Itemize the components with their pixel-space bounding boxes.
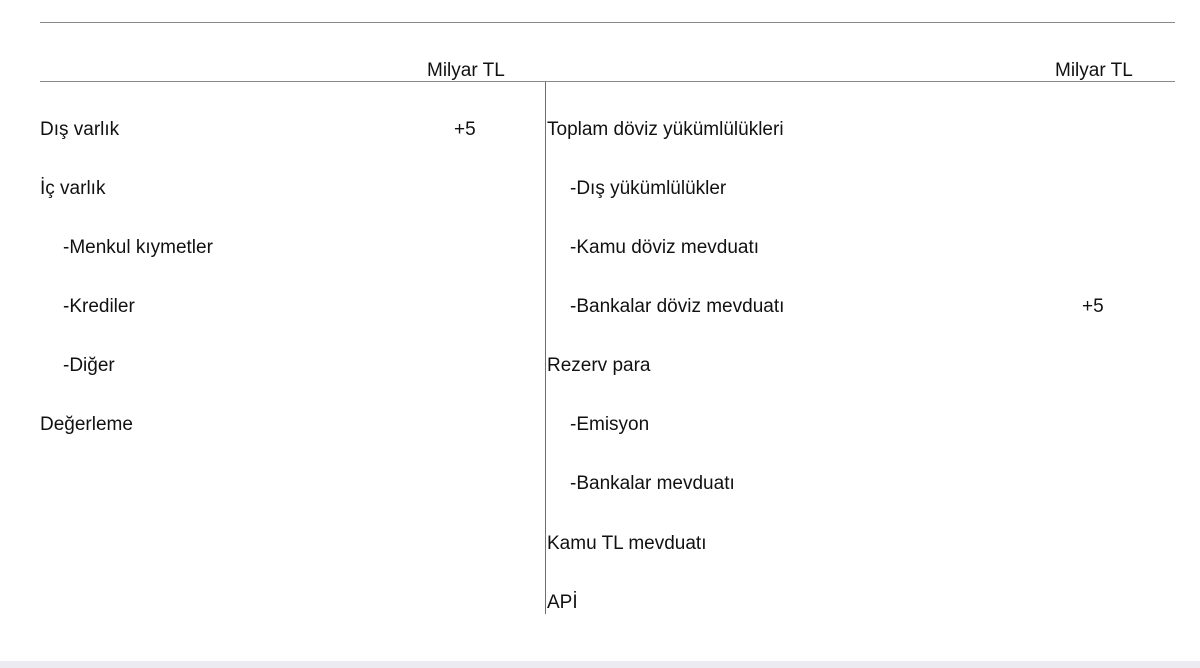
asset-label-ic-varlik: İç varlık xyxy=(40,178,106,199)
asset-label-diger: -Diğer xyxy=(63,355,115,376)
liability-label-api: APİ xyxy=(547,592,578,613)
liability-label-kamu-tl-mevduati: Kamu TL mevduatı xyxy=(547,533,707,554)
asset-label-krediler: -Krediler xyxy=(63,296,135,317)
liability-label-kamu-doviz-mevduati: -Kamu döviz mevduatı xyxy=(570,237,760,258)
liability-label-bankalar-doviz-mevduati: -Bankalar döviz mevduatı xyxy=(570,296,785,317)
table-top-rule xyxy=(40,22,1175,23)
liability-label-rezerv-para: Rezerv para xyxy=(547,355,651,376)
liabilities-unit-header: Milyar TL xyxy=(1055,60,1133,81)
column-divider xyxy=(545,82,546,614)
liability-label-dis-yukumlulukler: -Dış yükümlülükler xyxy=(570,178,727,199)
asset-label-dis-varlik: Dış varlık xyxy=(40,119,120,140)
bottom-band xyxy=(0,661,1200,668)
asset-value-dis-varlik: +5 xyxy=(454,119,476,140)
asset-label-menkul-kiymetler: -Menkul kıymetler xyxy=(63,237,213,258)
liability-label-toplam-doviz: Toplam döviz yükümlülükleri xyxy=(547,119,784,140)
assets-unit-header: Milyar TL xyxy=(427,60,505,81)
asset-label-degerleme: Değerleme xyxy=(40,414,133,435)
table-header-rule xyxy=(40,81,1175,82)
liability-value-bankalar-doviz-mevduati: +5 xyxy=(1082,296,1104,317)
liability-label-bankalar-mevduati: -Bankalar mevduatı xyxy=(570,473,735,494)
liability-label-emisyon: -Emisyon xyxy=(570,414,650,435)
